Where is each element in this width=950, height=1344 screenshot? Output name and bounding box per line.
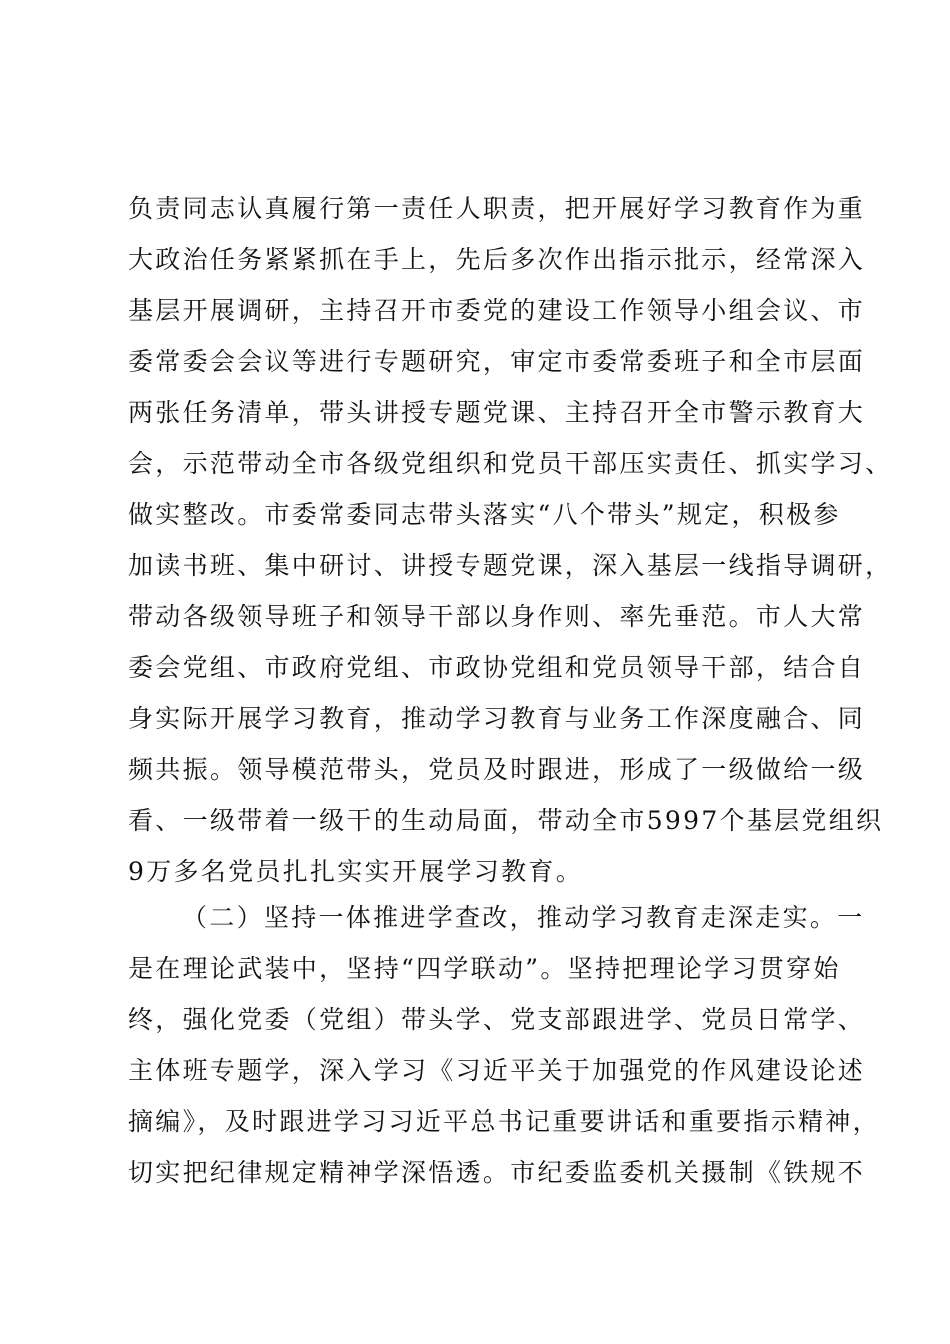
paragraph-1-line: 看、一级带着一级干的生动局面，带动全市5997个基层党组织 (128, 806, 884, 835)
paragraph-1-line: 基层开展调研，主持召开市委党的建设工作领导小组会议、市 (128, 296, 866, 325)
paragraph-1-line: 加读书班、集中研讨、讲授专题党课，深入基层一线指导调研， (128, 551, 893, 580)
paragraph-1-line: 9万多名党员扎扎实实开展学习教育。 (128, 857, 584, 886)
paragraph-2-line: 摘编》，及时跟进学习习近平总书记重要讲话和重要指示精神， (128, 1107, 880, 1136)
paragraph-1-line: 做实整改。市委常委同志带头落实“八个带头”规定，积极参 (128, 500, 841, 529)
paragraph-2-line: 是在理论武装中，坚持“四学联动”。坚持把理论学习贯穿始 (128, 954, 841, 983)
paragraph-1-line: 大政治任务紧紧抓在手上，先后多次作出指示批示，经常深入 (128, 245, 866, 274)
paragraph-1-line: 带动各级领导班子和领导干部以身作则、率先垂范。市人大常 (128, 602, 866, 631)
paragraph-1-line: 负责同志认真履行第一责任人职责，把开展好学习教育作为重 (128, 194, 866, 223)
paragraph-2-first-line: （二）坚持一体推进学查改，推动学习教育走深走实。一 (182, 903, 865, 932)
paragraph-1-line: 频共振。领导模范带头，党员及时跟进，形成了一级做给一级 (128, 755, 866, 784)
paragraph-1-line: 会，示范带动全市各级党组织和党员干部压实责任、抓实学习、 (128, 449, 893, 478)
paragraph-1-line: 身实际开展学习教育，推动学习教育与业务工作深度融合、同 (128, 704, 866, 733)
paragraph-1 (128, 183, 893, 897)
paragraph-2-line: 主体班专题学，深入学习《习近平关于加强党的作风建设论述 (128, 1056, 866, 1085)
paragraph-1-line: 两张任务清单，带头讲授专题党课、主持召开全市警示教育大 (128, 398, 866, 427)
paragraph-2-line: 终，强化党委（党组）带头学、党支部跟进学、党员日常学、 (128, 1005, 866, 1034)
paragraph-1-line: 委常委会会议等进行专题研究，审定市委常委班子和全市层面 (128, 347, 866, 376)
paragraph-2-line: 切实把纪律规定精神学深悟透。市纪委监委机关摄制《铁规不 (128, 1158, 866, 1187)
paragraph-2 (128, 892, 880, 1198)
paragraph-1-line: 委会党组、市政府党组、市政协党组和党员领导干部，结合自 (128, 653, 866, 682)
